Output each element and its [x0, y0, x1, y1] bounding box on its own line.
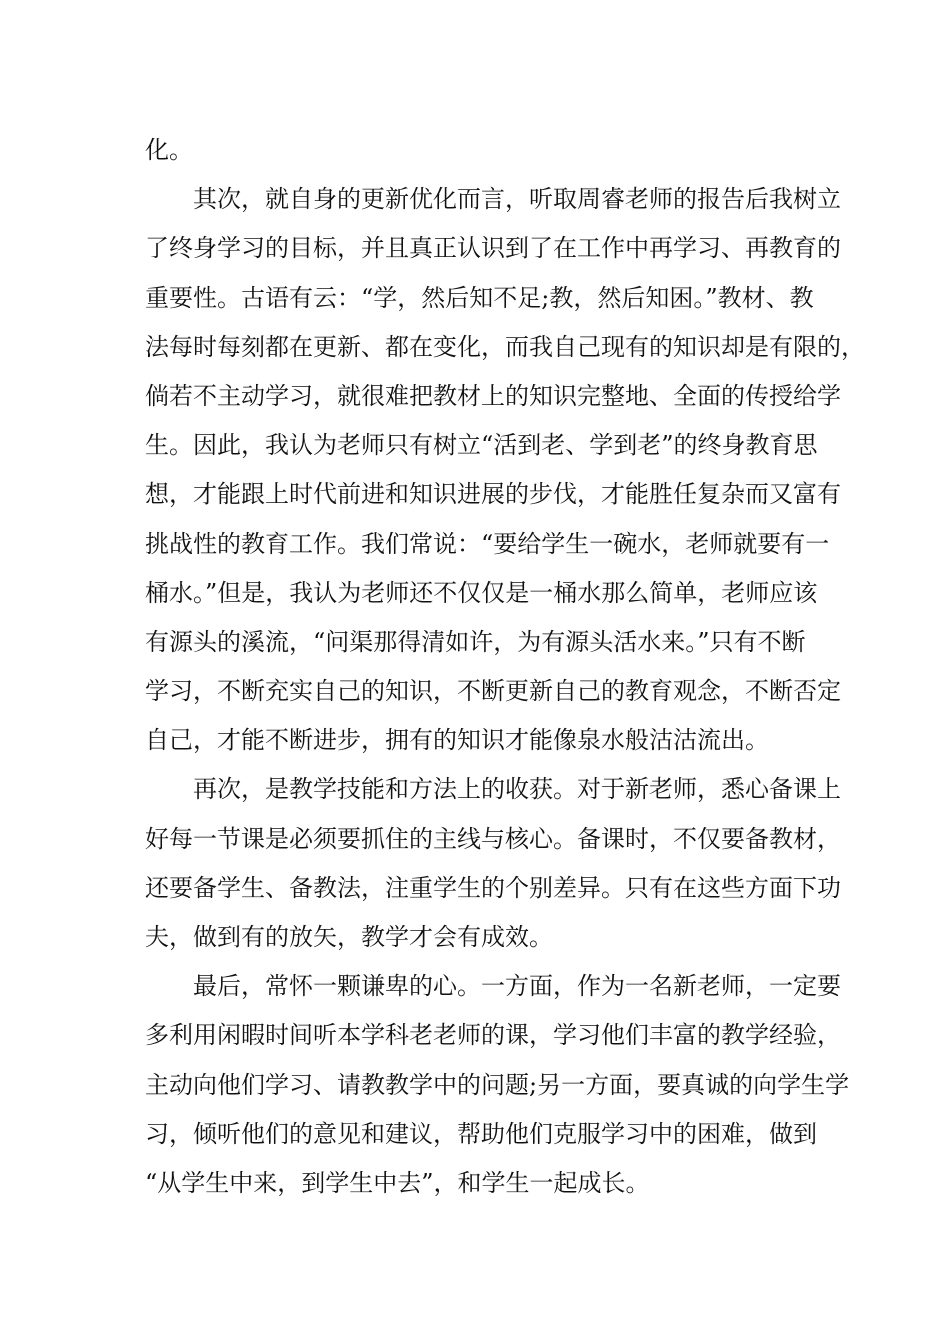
text-line: 其次，就自身的更新优化而言，听取周睿老师的报告后我树立 [193, 185, 841, 214]
text-line: 再次，是教学技能和方法上的收获。对于新老师，悉心备课上 [193, 775, 841, 804]
text-line: 好每一节课是必须要抓住的主线与核心。备课时，不仅要备教材， [145, 824, 841, 853]
text-line: 倘若不主动学习，就很难把教材上的知识完整地、全面的传授给学 [145, 381, 841, 410]
text-line: 还要备学生、备教法，注重学生的个别差异。只有在这些方面下功 [145, 873, 841, 902]
text-line: 学习，不断充实自己的知识，不断更新自己的教育观念，不断否定 [145, 677, 841, 706]
text-line: 多利用闲暇时间听本学科老老师的课，学习他们丰富的教学经验， [145, 1021, 841, 1050]
text-line: 重要性。古语有云：“学，然后知不足;教，然后知困。”教材、教 [145, 283, 814, 312]
text-line: 有源头的溪流，“问渠那得清如许，为有源头活水来。”只有不断 [145, 627, 806, 656]
body-text [145, 126, 865, 1208]
text-line: 桶水。”但是，我认为老师还不仅仅是一桶水那么简单，老师应该 [145, 578, 818, 607]
text-line: 夫，做到有的放矢，教学才会有成效。 [145, 923, 553, 951]
text-line: “从学生中来，到学生中去”，和学生一起成长。 [145, 1168, 650, 1197]
text-line: 主动向他们学习、请教教学中的问题;另一方面，要真诚的向学生学 [145, 1070, 850, 1099]
text-line: 生。因此，我认为老师只有树立“活到老、学到老”的终身教育思 [145, 431, 818, 460]
text-line: 想，才能跟上时代前进和知识进展的步伐，才能胜任复杂而又富有 [145, 480, 841, 509]
text-line: 了终身学习的目标，并且真正认识到了在工作中再学习、再教育的 [145, 234, 841, 263]
text-line: 化。 [145, 136, 193, 164]
text-line: 最后，常怀一颗谦卑的心。一方面，作为一名新老师，一定要 [193, 972, 841, 1001]
text-line: 习，倾听他们的意见和建议，帮助他们克服学习中的困难，做到 [145, 1119, 817, 1148]
text-line: 挑战性的教育工作。我们常说：“要给学生一碗水，老师就要有一 [145, 529, 830, 558]
text-line: 法每时每刻都在更新、都在变化，而我自己现有的知识却是有限的， [145, 332, 865, 361]
text-line: 自己，才能不断进步，拥有的知识才能像泉水般沽沽流出。 [145, 726, 769, 755]
